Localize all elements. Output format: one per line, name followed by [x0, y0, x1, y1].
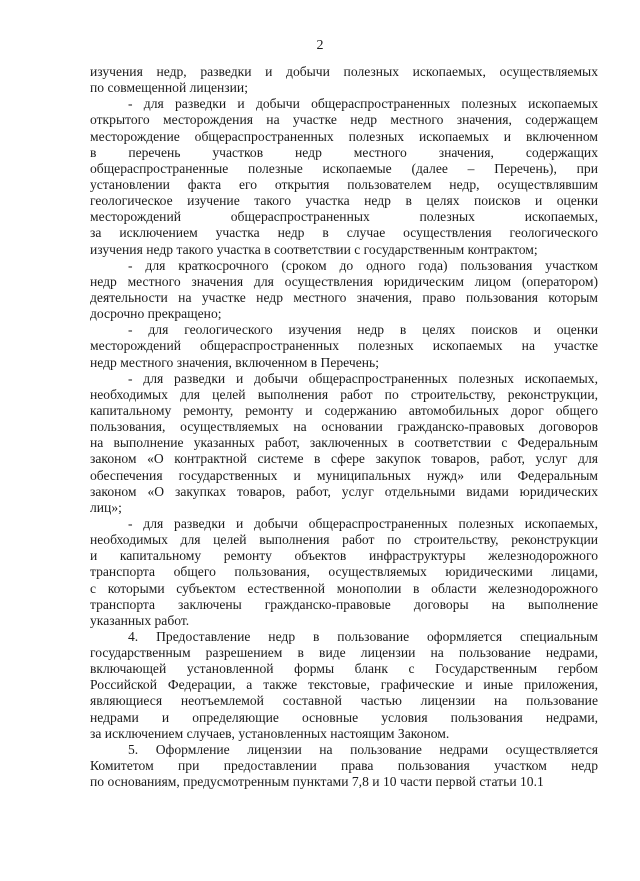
text-line: по основаниям, предусмотренным пунктами 7,8 и 10 части первой статьи 10.1: [90, 774, 544, 790]
text-line: указанных работ.: [90, 612, 190, 628]
text-line: пользования, осуществляемых на основании гражданско-правовых договоров: [90, 419, 598, 435]
text-line: месторождений общераспространенных полезных ископаемых на участке: [90, 338, 598, 354]
text-line: 5. Оформление лицензии на пользование недрами осуществляется: [128, 741, 598, 757]
text-line: изучения недр такого участка в соответствии с государственным контрактом;: [90, 241, 538, 257]
text-line: законом «О закупках товаров, работ, услуг отдельными видами юридических: [90, 483, 598, 499]
text-line: в перечень участков недр местного значения, содержащих: [90, 144, 598, 160]
text-line: Комитетом при предоставлении права пользования участком недр: [90, 758, 598, 774]
text-line: досрочно прекращено;: [90, 306, 222, 322]
text-line: за исключением случаев, установленных настоящим Законом.: [90, 725, 450, 741]
paragraph: [90, 742, 598, 790]
text-line: и капитальному ремонту объектов инфраструктуры железнодорожного: [90, 548, 598, 564]
paragraph: [90, 516, 598, 629]
text-line: 4. Предоставление недр в пользование оформляется специальным: [128, 628, 598, 644]
text-line: на выполнение указанных работ, заключенных в соответствии с Федеральным: [90, 435, 598, 451]
text-line: за исключением участка недр в случае осуществления геологического: [90, 225, 598, 241]
paragraph: [90, 322, 598, 370]
text-line: - для геологического изучения недр в целях поисков и оценки: [128, 322, 598, 338]
text-line: необходимых для целей выполнения работ по строительству, реконструкции,: [90, 386, 598, 402]
text-line: обеспечения государственных и муниципальных нужд» или Федеральным: [90, 467, 598, 483]
text-line: государственным разрешением в виде лицензии на пользование недрами,: [90, 645, 598, 661]
text-line: недр местного значения, включенном в Перечень;: [90, 354, 379, 370]
text-line: - для разведки и добычи общераспространенных полезных ископаемых: [128, 96, 598, 112]
text-line: - для разведки и добычи общераспространенных полезных ископаемых,: [128, 370, 598, 386]
text-line: месторождений общераспространенных полезных ископаемых,: [90, 209, 598, 225]
text-line: являющиеся неотъемлемой составной частью лицензии на пользование: [90, 693, 598, 709]
text-line: изучения недр, разведки и добычи полезных ископаемых, осуществляемых: [90, 64, 598, 79]
text-line: недр местного значения для осуществления юридическим лицом (оператором): [90, 273, 598, 289]
paragraph: [90, 96, 598, 257]
document-body: [90, 64, 598, 790]
text-line: транспорта общего пользования, осуществляемых юридическими лицами,: [90, 564, 598, 580]
text-line: установлении факта его открытия пользователем недр, осуществлявшим: [90, 176, 598, 192]
paragraph: [90, 64, 598, 96]
text-line: общераспространенные полезные ископаемые (далее – Перечень), при: [90, 160, 598, 176]
text-line: законом «О контрактной системе в сфере закупок товаров, работ, услуг для: [90, 451, 598, 467]
paragraph: [90, 629, 598, 742]
text-line: лиц»;: [90, 499, 122, 515]
page-number: 2: [316, 38, 324, 53]
text-line: деятельности на участке недр местного значения, право пользования которым: [90, 289, 598, 305]
text-line: - для разведки и добычи общераспространенных полезных ископаемых,: [128, 515, 598, 531]
text-line: включающей установленной формы бланк с Государственным гербом: [90, 661, 598, 677]
text-line: с которыми субъектом естественной монополии в области железнодорожного: [90, 580, 598, 596]
text-line: по совмещенной лицензии;: [90, 80, 248, 96]
text-line: открытого месторождения на участке недр местного значения, содержащем: [90, 112, 598, 128]
text-line: Российской Федерации, а также текстовые, графические и иные приложения,: [90, 677, 598, 693]
text-line: необходимых для целей выполнения работ по строительству, реконструкции: [90, 532, 598, 548]
text-line: недрами и определяющие основные условия пользования недрами,: [90, 709, 598, 725]
paragraph: [90, 371, 598, 516]
text-line: - для краткосрочного (сроком до одного года) пользования участком: [128, 257, 598, 273]
paragraph: [90, 258, 598, 323]
text-line: капитальному ремонту, ремонту и содержанию автомобильных дорог общего: [90, 402, 598, 418]
text-line: месторождение общераспространенных полезных ископаемых и включенном: [90, 128, 598, 144]
text-line: транспорта заключены гражданско-правовые договоры на выполнение: [90, 596, 598, 612]
text-line: геологическое изучение такого участка недр в целях поисков и оценки: [90, 193, 598, 209]
